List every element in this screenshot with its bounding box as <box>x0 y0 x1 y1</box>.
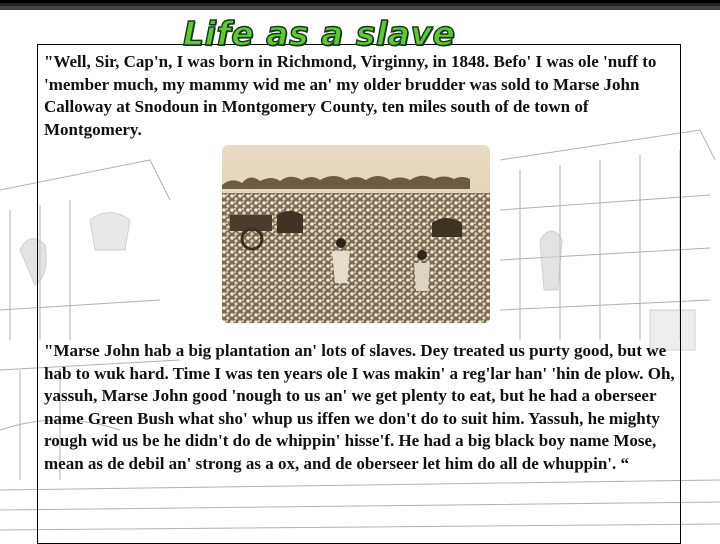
paragraph-intro: "Well, Sir, Cap'n, I was born in Richmond, Virginny, in 1848. Befo' I was ole 'nuff to 'member much, my mammy wid me an' my older brudder was sold to Marse John Calloway at Snodoun in Montgomery County, ten miles south of de town of Montgomery. <box>44 52 657 139</box>
slide-title: Life as a slave <box>183 14 456 53</box>
cotton-field-photo <box>222 145 490 323</box>
paragraph-plantation: "Marse John hab a big plantation an' lots of slaves. Dey treated us purty good, but we hab to wuk hard. Time I was ten years ole I was makin' a reg'lar han' 'hin de plow. Oh, yassuh, Marse John good 'nough to us an' we get plenty to eat, but he had a oberseer name Green Bush what sho' whup us iffen we don't do to suit him. Yassuh, he mighty rough wid us be he didn't do de whippin' hisse'f. He had a big black boy name Mose, mean as de debil an' strong as a ox, and de oberseer let him do all de whuppin'. “ <box>44 341 675 473</box>
top-bar <box>0 0 720 10</box>
